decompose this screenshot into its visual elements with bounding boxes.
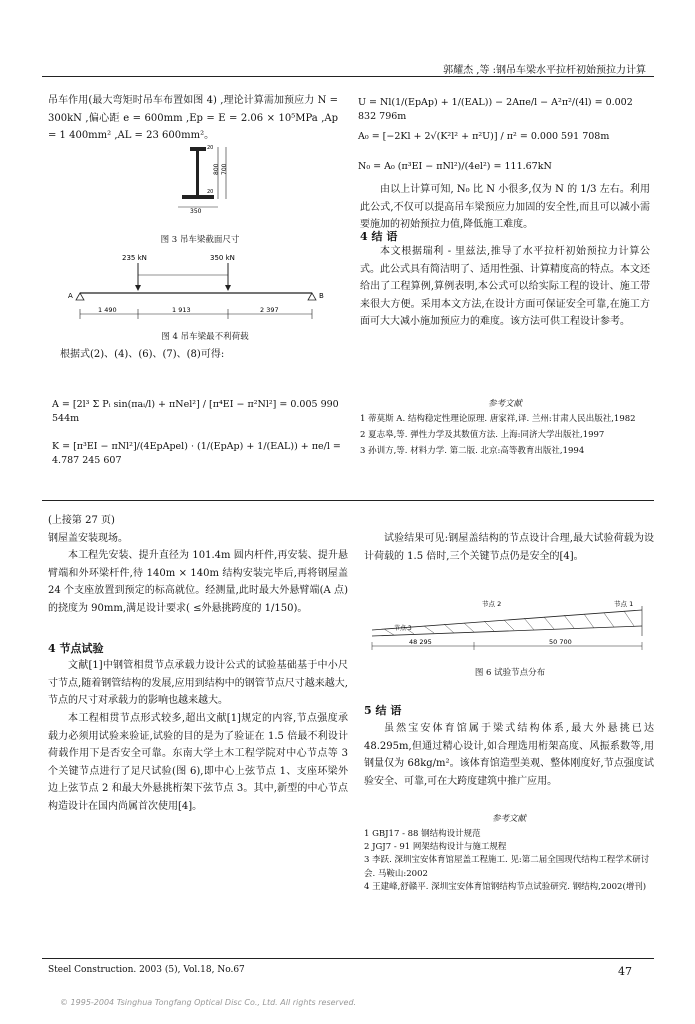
figure-6-caption: 图 6 试验节点分布 (474, 668, 546, 678)
test-result-paragraph: 试验结果可见:钢屋盖结构的节点设计合理,最大试验荷载为设计荷载的 1.5 倍时,三个关键节点仍是安全的[4]。 (364, 533, 654, 562)
result-paragraph: 由以上计算可知, N₀ 比 N 小很多,仅为 N 的 1/3 左右。利用此公式,不仅可以提高吊车梁预应力加固的安全性,而且可以减小需要施加的初始预拉力值,降低施工难度。 (360, 184, 650, 231)
section-heading: 4 节点试验 (48, 641, 104, 655)
section-4-heading: 4 结 语 (360, 230, 398, 243)
fig4-span2: 1 913 (172, 306, 191, 314)
reference-item: 1 GBJ17 - 88 钢结构设计规范 (364, 829, 481, 839)
figure-6-truss (364, 596, 654, 656)
references-title-bottom: 参考文献 (491, 814, 526, 824)
running-title: 郭耀杰 ,等 :钢吊车梁水平拉杆初始预拉力计算 (443, 65, 646, 76)
references-list-bottom (364, 828, 654, 894)
conclusion-paragraph: 本文根据瑞利 - 里兹法,推导了水平拉杆初始预拉力计算公式。此公式具有简洁明了、适用性强、计算精度高的特点。本文还给出了工程算例,算例表明,本公式可以给实际工程的设计、施工带来很大方便。采用本文方法,在设计方面可保证安全可靠,在施工方面可大大减小施加预应力的难度。该方法可供工程设计参考。 (360, 246, 650, 328)
fig3-dim-20a: 20 (207, 145, 214, 151)
reference-item: 2 JGJ7 - 91 网架结构设计与施工规程 (364, 842, 507, 853)
equation-a: A = [2l³ Σ Pᵢ sin(πaᵢ/l) + πNel²] / [π⁴EI − π²Nl²] = 0.005 990 544m (52, 399, 339, 424)
section-5-heading: 5 结 语 (364, 704, 402, 717)
bottom-left-text (48, 512, 348, 816)
footer-divider (42, 958, 654, 959)
references-title: 参考文献 (487, 399, 522, 409)
copyright-watermark: © 1995-2004 Tsinghua Tongfang Optical Disc Co., Ltd. All rights reserved. (60, 998, 357, 1007)
fig6-node-2: 节点 2 (482, 600, 502, 608)
reference-item: 3 孙训方,等. 材料力学. 第二版. 北京:高等教育出版社,1994 (360, 446, 585, 457)
equation-n0: N₀ = A₀ (π³EI − πNl²)/(4el²) = 111.67kN (358, 161, 552, 172)
journal-footer: Steel Construction. 2003 (5), Vol.18, No.67 (48, 965, 245, 975)
reference-item: 3 李跃. 深圳宝安体育馆屋盖工程施工. 见:第二届全国现代结构工程学术研讨会. 马鞍山:2002 (364, 855, 650, 879)
equation-a0: A₀ = [−2Kl + 2√(K²l² + π²U)] / π² = 0.000 591 708m (358, 131, 610, 142)
equation-k: K = [π³EI − πNl²]/(4EpApel) · (1/(EpAp) + 1/(EAL)) + πe/l = 4.787 245 607 (52, 441, 341, 466)
equation-intro: 根据式(2)、(4)、(6)、(7)、(8)可得: (60, 349, 225, 360)
intro-paragraph: 吊车作用(最大弯矩时吊车布置如图 4) ,理论计算需加预应力 N = 300kN ,偏心距 e = 600mm ,Ep = E = 2.06 × 10⁵MPa ,Ap = 1 400mm² ,AL = 23 600mm²。 (48, 95, 338, 142)
equation-u: U = Nl(1/(EpAp) + 1/(EAL)) − 2Aπe/l − A²π²/(4l) = 0.002 832 796m (358, 97, 633, 122)
fig3-dim-20b: 20 (207, 189, 214, 195)
references-list-top (360, 413, 652, 459)
paragraph: 本工程先安装、提升直径为 101.4m 圆内杆件,再安装、提升悬臂端和外环梁杆件,待 140m × 140m 结构安装完毕后,再将钢屋盖 24 个支座放置到预定的标高就位。经测量,此时最大外悬臂端(A 点)的挠度为 90mm,满足设计要求( ≤外悬挑跨度的 1/150)。 (48, 550, 348, 614)
paragraph: 钢屋盖安装现场。 (48, 532, 128, 544)
page-number: 47 (618, 965, 632, 978)
fig3-dim-700: 700 (221, 163, 228, 175)
reference-item: 2 夏志皋,等. 弹性力学及其数值方法. 上海:同济大学出版社,1997 (360, 430, 605, 441)
fig3-dim-350: 350 (190, 208, 202, 213)
fig4-load2: 350 kN (210, 254, 235, 262)
fig4-span3: 2 397 (260, 306, 279, 314)
reference-item: 4 王建峰,舒赣平. 深圳宝安体育馆钢结构节点试验研究. 钢结构,2002(增刊) (364, 881, 647, 892)
divider-line (42, 500, 654, 501)
fig4-load1: 235 kN (122, 254, 147, 262)
fig4-support-a: A (68, 292, 73, 300)
fig4-support-b: B (319, 292, 324, 300)
continued-note: (上接第 27 页) (48, 515, 115, 526)
fig6-node-3: 节点 3 (394, 625, 412, 632)
figure-4-caption: 图 4 吊车梁最不利荷载 (161, 332, 249, 342)
fig4-span1: 1 490 (98, 306, 117, 314)
fig6-dim-1: 48 295 (409, 638, 432, 646)
running-header (42, 60, 654, 77)
figure-3-beam-section (160, 143, 240, 213)
reference-item: 1 蒂莫斯 A. 结构稳定性理论原理. 唐家祥,译. 兰州:甘肃人民出版社,1982 (360, 414, 636, 424)
figure-4-load-diagram (60, 251, 330, 326)
fig6-dim-2: 50 700 (549, 638, 572, 646)
fig3-dim-800: 800 (213, 163, 220, 175)
final-paragraph: 虽然宝安体育馆属于梁式结构体系,最大外悬挑已达 48.295m,但通过精心设计,如合理选用桁架高度、风振系数等,用钢量仅为 68kg/m²。该体育馆造型美观、整体刚度好,节点强度试验安全、可靠,可在大跨度建筑中推广应用。 (364, 723, 654, 787)
fig6-node-1: 节点 1 (614, 600, 634, 608)
figure-3-caption: 图 3 吊车梁截面尺寸 (160, 235, 240, 245)
paragraph: 本工程相贯节点形式较多,超出文献[1]规定的内容,节点强度承载力必须用试验来验证,试验的目的是为了验证在 1.5 倍最不利设计荷载作用下是否安全可靠。东南大学土木工程学院对中心节点等 3 个关键节点进行了足尺试验(图 6),即中心上弦节点 1、支座环梁外边上弦节点 2 和最大外悬挑桁架下弦节点 3。其中,新型的中心节点构造设计在国内尚属首次使用[4]。 (48, 712, 348, 812)
paragraph: 文献[1]中钢管相贯节点承载力设计公式的试验基础基于中小尺寸节点,随着钢管结构的发展,应用到结构中的钢管节点尺寸越来越大,节点的尺寸对承载力的影响也越来越大。 (48, 660, 348, 707)
